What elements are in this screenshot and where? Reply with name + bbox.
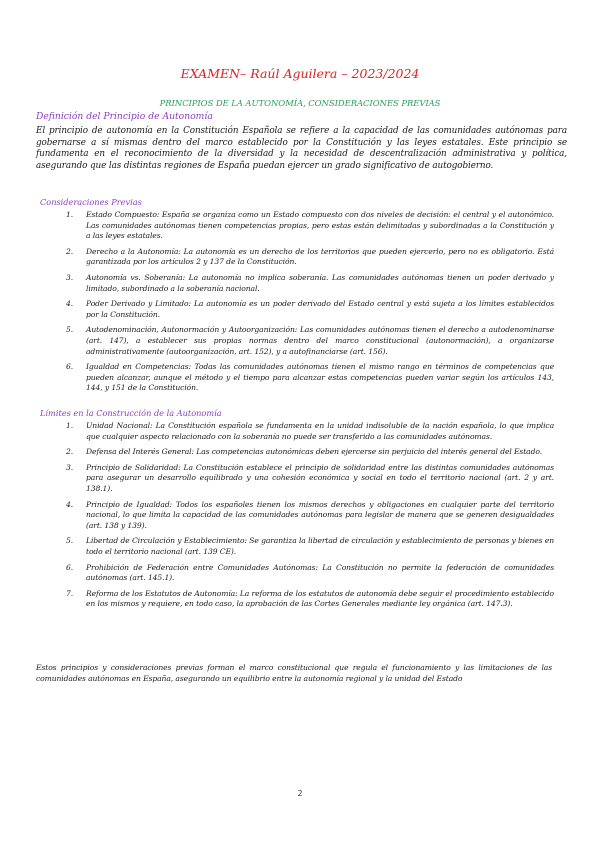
list-item-number: 3.	[66, 272, 74, 282]
list-item-text: Principio de Solidaridad: La Constitución establece el principio de solidaridad entre las distintas comunidades autónomas para asegurar un desarrollo equilibrado y una cohesión económica y social en todo el territorio nacional (art. 2 y art. 138.1).	[86, 462, 554, 493]
list-item-number: 6.	[66, 562, 74, 572]
list-item	[0, 247, 600, 268]
list-item	[0, 536, 600, 557]
definition-body: El principio de autonomía en la Constitución Española se refiere a la capacidad de las comunidades autónomas para gobernarse a sí mismas dentro del marco establecido por la Constitución y las leyes estatales. Este principio se fundamenta en el reconocimiento de la diversidad y la necesidad de descentralización administrativa y política, asegurando que las distintas regiones de España puedan ejercer un grado significativo de autogobierno.	[36, 126, 567, 171]
list-item-number: 5.	[66, 325, 74, 335]
definition-heading: Definición del Principio de Autonomía	[36, 111, 213, 122]
list-item	[0, 589, 600, 610]
list-item	[0, 210, 600, 242]
exam-title: EXAMEN– Raúl Aguilera – 2023/2024	[180, 66, 420, 81]
list-item-text: Libertad de Circulación y Establecimiento: Se garantiza la libertad de circulación y establecimiento de personas y bienes en todo el territorio nacional (art. 139 CE).	[86, 536, 554, 556]
list-item	[0, 563, 600, 584]
list-item	[0, 299, 600, 320]
list-item-number: 5.	[66, 536, 74, 546]
closing-paragraph: Estos principios y consideraciones previas forman el marco constitucional que regula el funcionamiento y las limitaciones de las comunidades autónomas en España, asegurando un equilibrio entre la autonomía regional y la unidad del Estado	[36, 663, 552, 683]
considerations-list	[0, 210, 600, 394]
list-item-number: 7.	[66, 588, 74, 598]
list-item-text: Poder Derivado y Limitado: La autonomía es un poder derivado del Estado central y está sujeta a los límites establecidos por la Constitución.	[86, 299, 554, 319]
list-item	[0, 447, 600, 458]
list-item-text: Principio de Igualdad: Todos los españoles tienen los mismos derechos y obligaciones en cualquier parte del territorio nacional, lo que limita la capacidad de las comunidades autónomas para legislar de manera que se generen desigualdades (art. 138 y 139).	[86, 499, 554, 530]
list-item-text: Igualdad en Competencias: Todas las comunidades autónomas tienen el mismo rango en términos de competencias que pueden alcanzar, aunque el método y el tiempo para alcanzar estas competencias pueden variar según los artículos 143, 144, y 151 de la Constitución.	[86, 362, 554, 393]
list-item-text: Autonomía vs. Soberanía: La autonomía no implica soberanía. Las comunidades autónomas tienen un poder derivado y limitado, subordinado a la soberanía nacional.	[86, 272, 554, 293]
list-item	[0, 273, 600, 294]
page-number: 2	[297, 789, 303, 798]
list-item-text: Estado Compuesto: España se organiza como un Estado compuesto con dos niveles de decisión: el central y el autonómico. Las comunidades autónomas tienen competencias propias, pero estas están delimitadas y subordinadas a la Constitución y a las leyes estatales.	[86, 210, 554, 241]
list-item	[0, 500, 600, 532]
list-item-text: Defensa del Interés General: Las competencias autonómicas deben ejercerse sin perjuicio del interés general del Estado.	[86, 447, 543, 457]
list-item-number: 4.	[66, 299, 74, 309]
limits-list	[0, 421, 600, 610]
list-item-number: 2.	[66, 246, 74, 256]
list-item-number: 1.	[66, 421, 74, 430]
section-title: PRINCIPIOS DE LA AUTONOMÍA, CONSIDERACIONES PREVIAS	[159, 99, 441, 109]
list-item-text: Autodenominación, Autonormación y Autoorganización: Las comunidades autónomas tienen el derecho a autodenominarse (art. 147), a establecer sus propias normas dentro del marco constitucional (autonormación), a organizarse administrativamente (autoorganización, art. 152), y a autofinanciarse (art. 156).	[86, 325, 554, 356]
list-item-text: Derecho a la Autonomía: La autonomía es un derecho de los territorios que pueden ejercerlo, pero no es obligatorio. Está garantizada por los artículos 2 y 137 de la Constitución.	[86, 246, 554, 267]
list-item-number: 4.	[66, 499, 74, 509]
list-item-text: Unidad Nacional: La Constitución española se fundamenta en la unidad indisoluble de la nación española, lo que implica que cualquier aspecto relacionado con la soberanía no puede ser transferido a las comunidades autónomas.	[86, 421, 554, 441]
list-item-number: 2.	[66, 447, 74, 457]
list-item	[0, 421, 600, 442]
list-item-text: Reforma de los Estatutos de Autonomía: La reforma de los estatutos de autonomía debe seguir el procedimiento establecido en los mismos y requiere, en todo caso, la aprobación de las Cortes Generales mediante ley orgánica (art. 147.3).	[86, 588, 554, 609]
list-item	[0, 362, 600, 394]
list-item-number: 1.	[66, 210, 74, 219]
list-item-text: Prohibición de Federación entre Comunidades Autónomas: La Constitución no permite la federación de comunidades autónomas (art. 145.1).	[86, 562, 554, 583]
list-item	[0, 463, 600, 495]
limits-heading: Límites en la Construcción de la Autonomía	[40, 408, 222, 418]
considerations-heading: Consideraciones Previas	[40, 197, 142, 207]
list-item	[0, 325, 600, 357]
list-item-number: 3.	[66, 462, 74, 472]
list-item-number: 6.	[66, 362, 74, 372]
